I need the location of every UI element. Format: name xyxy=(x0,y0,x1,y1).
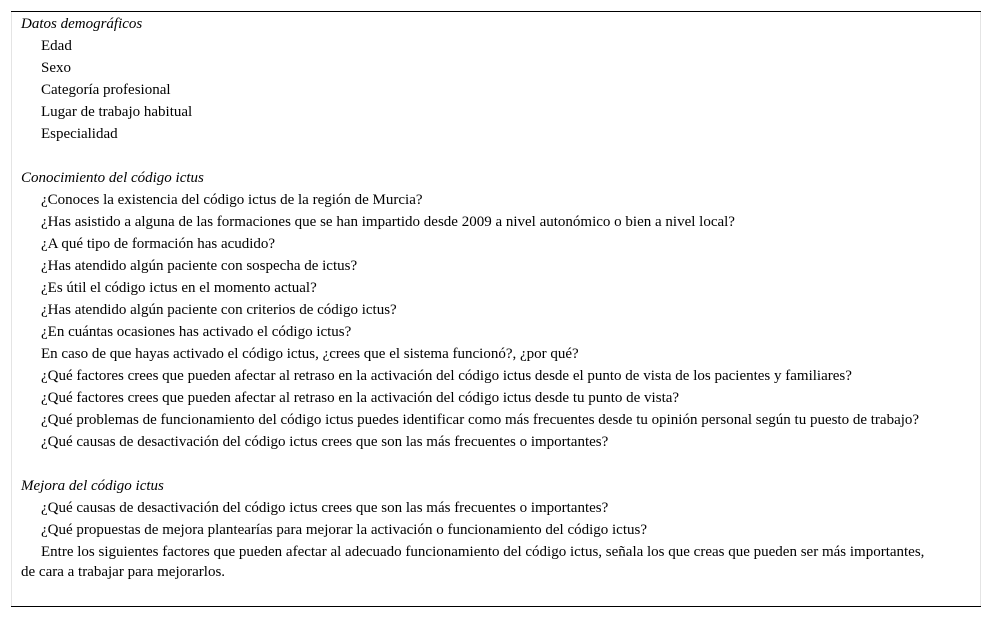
list-item: Lugar de trabajo habitual xyxy=(41,104,193,120)
list-item: ¿Has asistido a alguna de las formaciones que se han impartido desde 2009 a nivel autonómico o bien a nivel local? xyxy=(41,214,735,230)
section-heading-improvement: Mejora del código ictus xyxy=(21,478,164,494)
list-item: Especialidad xyxy=(41,126,118,142)
list-item: En caso de que hayas activado el código ictus, ¿crees que el sistema funcionó?, ¿por qué? xyxy=(41,346,579,362)
list-item: ¿Qué problemas de funcionamiento del código ictus puedes identificar como más frecuentes desde tu opinión personal según tu puesto de trabajo? xyxy=(41,412,920,428)
list-item: ¿Has atendido algún paciente con criterios de código ictus? xyxy=(41,302,397,318)
list-item: ¿Qué propuestas de mejora plantearías para mejorar la activación o funcionamiento del código ictus? xyxy=(41,522,648,538)
list-item: ¿Has atendido algún paciente con sospecha de ictus? xyxy=(41,258,358,274)
list-item: ¿Qué causas de desactivación del código ictus crees que son las más frecuentes o importantes? xyxy=(41,500,609,516)
list-item: Sexo xyxy=(41,60,71,76)
list-item: ¿Conoces la existencia del código ictus de la región de Murcia? xyxy=(41,192,423,208)
list-item: ¿A qué tipo de formación has acudido? xyxy=(41,236,276,252)
list-item: ¿Qué causas de desactivación del código ictus crees que son las más frecuentes o importantes? xyxy=(41,434,609,450)
section-spacer xyxy=(21,145,931,167)
list-item: ¿Es útil el código ictus en el momento actual? xyxy=(41,280,317,296)
section-spacer xyxy=(21,453,931,475)
list-item: Edad xyxy=(41,38,72,54)
section-heading-demographics: Datos demográficos xyxy=(21,16,143,32)
questionnaire-table xyxy=(11,11,981,607)
list-item: ¿Qué factores crees que pueden afectar al retraso en la activación del código ictus desde el punto de vista de los pacientes y familiares? xyxy=(41,368,852,384)
questionnaire-content xyxy=(21,13,931,583)
list-item: ¿Qué factores crees que pueden afectar al retraso en la activación del código ictus desde tu punto de vista? xyxy=(41,390,680,406)
list-item: Entre los siguientes factores que pueden afectar al adecuado funcionamiento del código ictus, señala los que creas que pueden ser más importantes, de cara a trabajar para mejorarlos. xyxy=(21,544,925,580)
section-heading-knowledge: Conocimiento del código ictus xyxy=(21,170,204,186)
list-item: ¿En cuántas ocasiones has activado el código ictus? xyxy=(41,324,352,340)
list-item: Categoría profesional xyxy=(41,82,171,98)
